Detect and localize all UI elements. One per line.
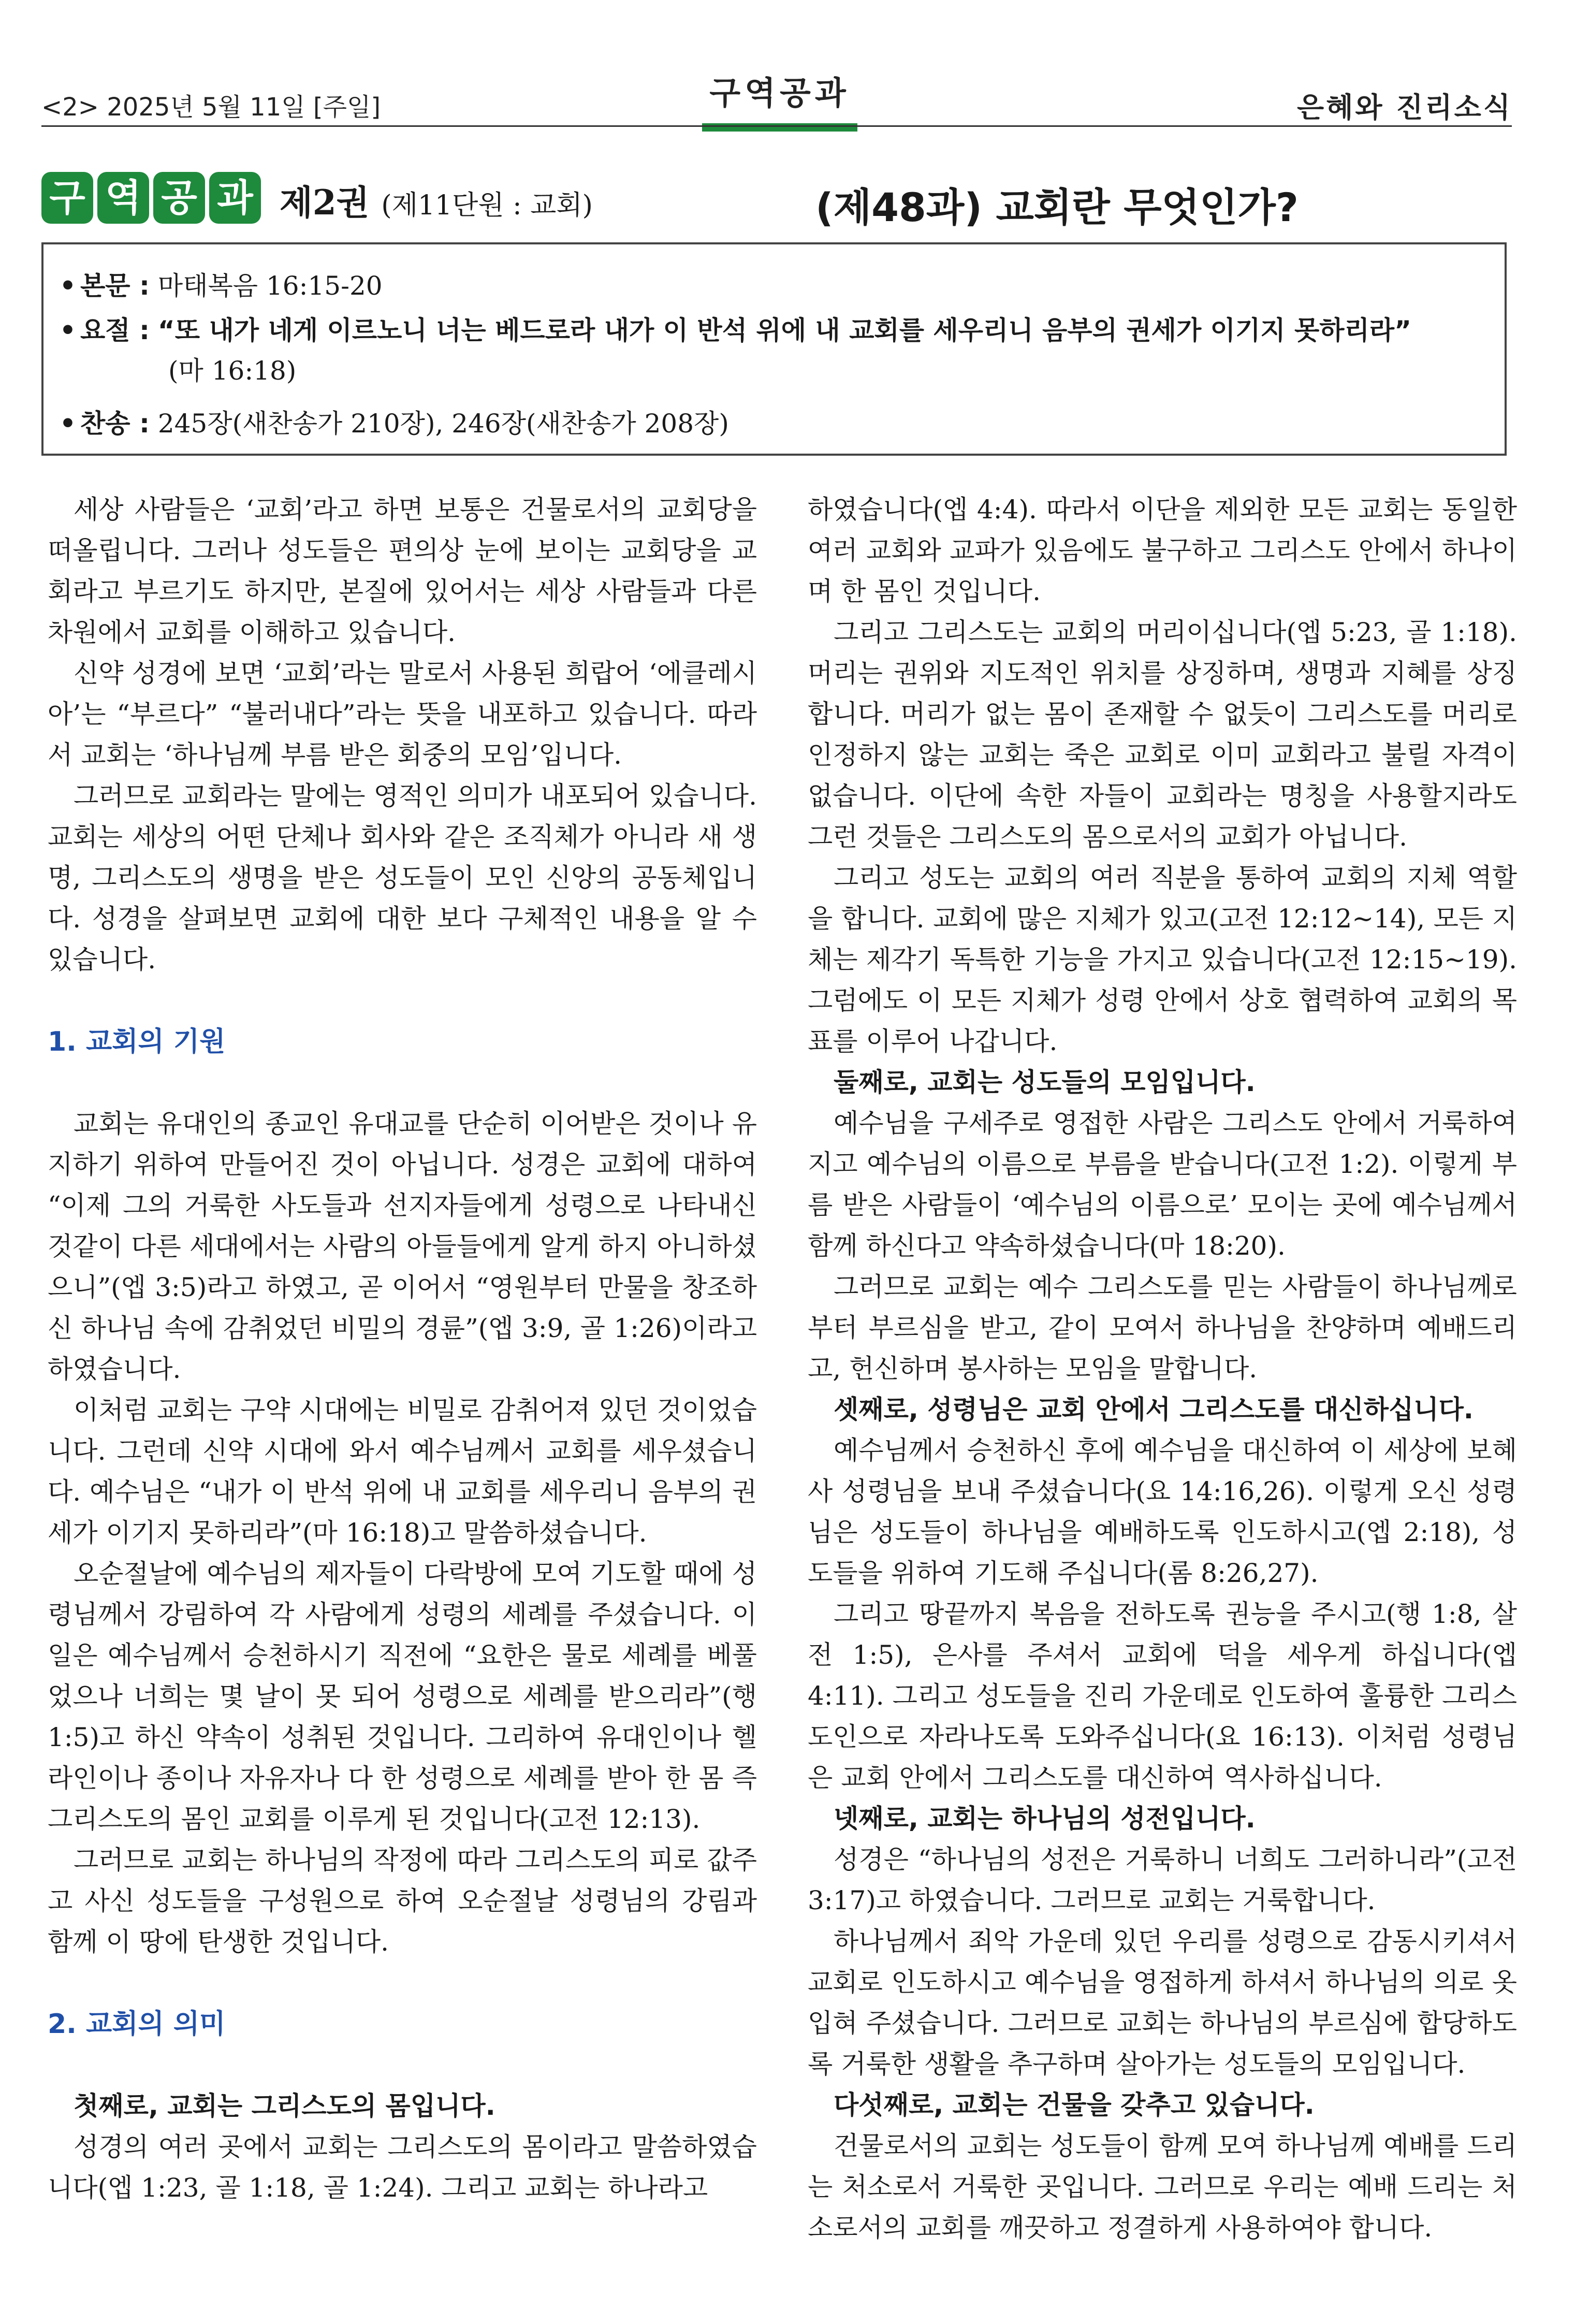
scripture-value: 마태복음 16:15-20 xyxy=(157,271,383,301)
lesson-badge xyxy=(41,172,261,224)
paragraph: 예수님을 구세주로 영접한 사람은 그리스도 안에서 거룩하여지고 예수님의 이름으로 부름을 받습니다(고전 1:2). 이렇게 부름 받은 사람들이 ‘예수님의 이름으로’ 모이는 곳에 예수님께서 함께 하신다고 약속하셨습니다(마 18:20). xyxy=(808,1108,1517,1261)
paragraph: 건물로서의 교회는 성도들이 함께 모여 하나님께 예배를 드리는 처소로서 거룩한 곳입니다. 그러므로 우리는 예배 드리는 처소로서의 교회를 깨끗하고 정결하게 사용하여야 합니다. xyxy=(808,2131,1517,2243)
paragraph: 예수님께서 승천하신 후에 예수님을 대신하여 이 세상에 보혜사 성령님을 보내 주셨습니다(요 14:16,26). 이렇게 오신 성령님은 성도들이 하나님을 예배하도록 인도하시고(엡 2:18), 성도들을 위하여 기도해 주십니다(롬 8:26,27). xyxy=(808,1435,1517,1588)
page-date: <2> 2025년 5월 11일 [주일] xyxy=(41,93,381,122)
paragraph: 그리고 성도는 교회의 여러 직분을 통하여 교회의 지체 역할을 합니다. 교회에 많은 지체가 있고(고전 12:12~14), 모든 지체는 제각기 독특한 기능을 가지고 있습니다(고전 12:15~19). 그럼에도 이 모든 지체가 성령 안에서 상호 협력하여 교회의 목표를 이루어 나갑니다. xyxy=(808,863,1517,1056)
subheading: 첫째로, 교회는 그리스도의 몸입니다. xyxy=(74,2091,495,2121)
hymn-line xyxy=(60,403,729,440)
section-heading-origin: 1. 교회의 기원 xyxy=(48,1026,226,1057)
section-accent-bar xyxy=(702,123,857,132)
key-verse-label: 요절 : xyxy=(80,315,150,345)
volume-number: 제2권 xyxy=(280,182,370,223)
paragraph: 성경의 여러 곳에서 교회는 그리스도의 몸이라고 말씀하였습니다(엡 1:23, 골 1:18, 골 1:24). 그리고 교회는 하나라고 xyxy=(48,2132,757,2203)
paragraph: 하였습니다(엡 4:4). 따라서 이단을 제외한 모든 교회는 동일한 여러 교회와 교파가 있음에도 불구하고 그리스도 안에서 하나이며 한 몸인 것입니다. xyxy=(808,495,1517,606)
paragraph: 신약 성경에 보면 ‘교회’라는 말로서 사용된 희랍어 ‘에클레시아’는 “부르다” “불러내다”라는 뜻을 내포하고 있습니다. 따라서 교회는 ‘하나님께 부름 받은 회중의 모임’입니다. xyxy=(48,658,757,770)
unit-label: (제11단원 : 교회) xyxy=(381,190,593,221)
subheading: 셋째로, 성령님은 교회 안에서 그리스도를 대신하십니다. xyxy=(834,1395,1474,1425)
volume-label xyxy=(280,175,593,224)
paragraph: 이처럼 교회는 구약 시대에는 비밀로 감취어져 있던 것이었습니다. 그런데 신약 시대에 와서 예수님께서 교회를 세우셨습니다. 예수님은 “내가 이 반석 위에 내 교회를 세우리니 음부의 권세가 이기지 못하리라”(마 16:18)고 말씀하셨습니다. xyxy=(48,1395,757,1548)
brand-name: 은혜와 진리소식 xyxy=(1297,91,1512,124)
lesson-title: (제48과) 교회란 무엇인가? xyxy=(815,184,1299,230)
badge-char: 공 xyxy=(153,172,205,224)
bullet-icon: • xyxy=(60,271,76,301)
key-verse-line xyxy=(60,310,1411,347)
paragraph: 그리고 땅끝까지 복음을 전하도록 권능을 주시고(행 1:8, 살전 1:5), 은사를 주셔서 교회에 덕을 세우게 하십니다(엡 4:11). 그리고 성도들을 진리 가운데로 인도하여 훌륭한 그리스도인으로 자라나도록 도와주십니다(요 16:13). 이처럼 성령님은 교회 안에서 그리스도를 대신하여 역사하십니다. xyxy=(808,1599,1517,1793)
header-divider xyxy=(41,125,1512,127)
subheading: 넷째로, 교회는 하나님의 성전입니다. xyxy=(834,1804,1256,1834)
hymn-value: 245장(새찬송가 210장), 246장(새찬송가 208장) xyxy=(157,409,729,439)
paragraph: 세상 사람들은 ‘교회’라고 하면 보통은 건물로서의 교회당을 떠올립니다. 그러나 성도들은 편의상 눈에 보이는 교회당을 교회라고 부르기도 하지만, 본질에 있어서는 세상 사람들과 다른 차원에서 교회를 이해하고 있습니다. xyxy=(48,495,757,647)
key-verse-reference: (마 16:18) xyxy=(168,356,297,386)
scripture-label: 본문 : xyxy=(80,271,150,301)
bullet-icon: • xyxy=(60,409,76,439)
paragraph: 성경은 “하나님의 성전은 거룩하니 너희도 그러하니라”(고전 3:17)고 하였습니다. 그러므로 교회는 거룩합니다. xyxy=(808,1844,1517,1915)
scripture-line xyxy=(60,265,383,302)
paragraph: 교회는 유대인의 종교인 유대교를 단순히 이어받은 것이나 유지하기 위하여 만들어진 것이 아닙니다. 성경은 교회에 대하여 “이제 그의 거룩한 사도들과 선지자들에게 성령으로 나타내신 것같이 다른 세대에서는 사람의 아들들에게 알게 하지 아니하셨으니”(엡 3:5)라고 하였고, 곧 이어서 “영원부터 만물을 창조하신 하나님 속에 감취었던 비밀의 경륜”(엡 3:9, 골 1:26)이라고 하였습니다. xyxy=(48,1109,757,1384)
hymn-label: 찬송 : xyxy=(80,409,150,439)
section-title: 구역공과 xyxy=(709,74,850,112)
paragraph: 하나님께서 죄악 가운데 있던 우리를 성령으로 감동시키셔서 교회로 인도하시고 예수님을 영접하게 하셔서 하나님의 의로 옷 입혀 주셨습니다. 그러므로 교회는 하나님의 부르심에 합당하도록 거룩한 생활을 추구하며 살아가는 성도들의 모임입니다. xyxy=(808,1926,1517,2079)
badge-char: 구 xyxy=(41,172,93,224)
section-heading-meaning: 2. 교회의 의미 xyxy=(48,2009,226,2040)
paragraph: 그러므로 교회라는 말에는 영적인 의미가 내포되어 있습니다. 교회는 세상의 어떤 단체나 회사와 같은 조직체가 아니라 새 생명, 그리스도의 생명을 받은 성도들이 모인 신앙의 공동체입니다. 성경을 살펴보면 교회에 대한 보다 구체적인 내용을 알 수 있습니다. xyxy=(48,781,757,975)
bullet-icon: • xyxy=(60,315,76,345)
right-column xyxy=(808,489,1517,2248)
badge-char: 역 xyxy=(97,172,149,224)
paragraph: 그리고 그리스도는 교회의 머리이십니다(엡 5:23, 골 1:18). 머리는 권위와 지도적인 위치를 상징하며, 생명과 지혜를 상징합니다. 머리가 없는 몸이 존재할 수 없듯이 그리스도를 머리로 인정하지 않는 교회는 죽은 교회로 이미 교회라고 불릴 자격이 없습니다. 이단에 속한 자들이 교회라는 명칭을 사용할지라도 그런 것들은 그리스도의 몸으로서의 교회가 아닙니다. xyxy=(808,617,1517,852)
left-column xyxy=(48,489,757,2209)
paragraph: 그러므로 교회는 하나님의 작정에 따라 그리스도의 피로 값주고 사신 성도들을 구성원으로 하여 오순절날 성령님의 강림과 함께 이 땅에 탄생한 것입니다. xyxy=(48,1845,757,1957)
paragraph: 오순절날에 예수님의 제자들이 다락방에 모여 기도할 때에 성령님께서 강림하여 각 사람에게 성령의 세례를 주셨습니다. 이 일은 예수님께서 승천하시기 직전에 “요한은 물로 세례를 베풀었으나 너희는 몇 날이 못 되어 성령으로 세례를 받으리라”(행 1:5)고 하신 약속이 성취된 것입니다. 그리하여 유대인이나 헬라인이나 종이나 자유자나 다 한 성령으로 세례를 받아 한 몸 즉 그리스도의 몸인 교회를 이루게 된 것입니다(고전 12:13). xyxy=(48,1559,757,1834)
badge-char: 과 xyxy=(209,172,261,224)
subheading: 둘째로, 교회는 성도들의 모임입니다. xyxy=(834,1067,1256,1097)
subheading: 다섯째로, 교회는 건물을 갖추고 있습니다. xyxy=(834,2090,1315,2120)
paragraph: 그러므로 교회는 예수 그리스도를 믿는 사람들이 하나님께로부터 부르심을 받고, 같이 모여서 하나님을 찬양하며 예배드리고, 헌신하며 봉사하는 모임을 말합니다. xyxy=(808,1272,1517,1384)
key-verse-text: “또 내가 네게 이르노니 너는 베드로라 내가 이 반석 위에 내 교회를 세우리니 음부의 권세가 이기지 못하리라” xyxy=(157,315,1412,345)
